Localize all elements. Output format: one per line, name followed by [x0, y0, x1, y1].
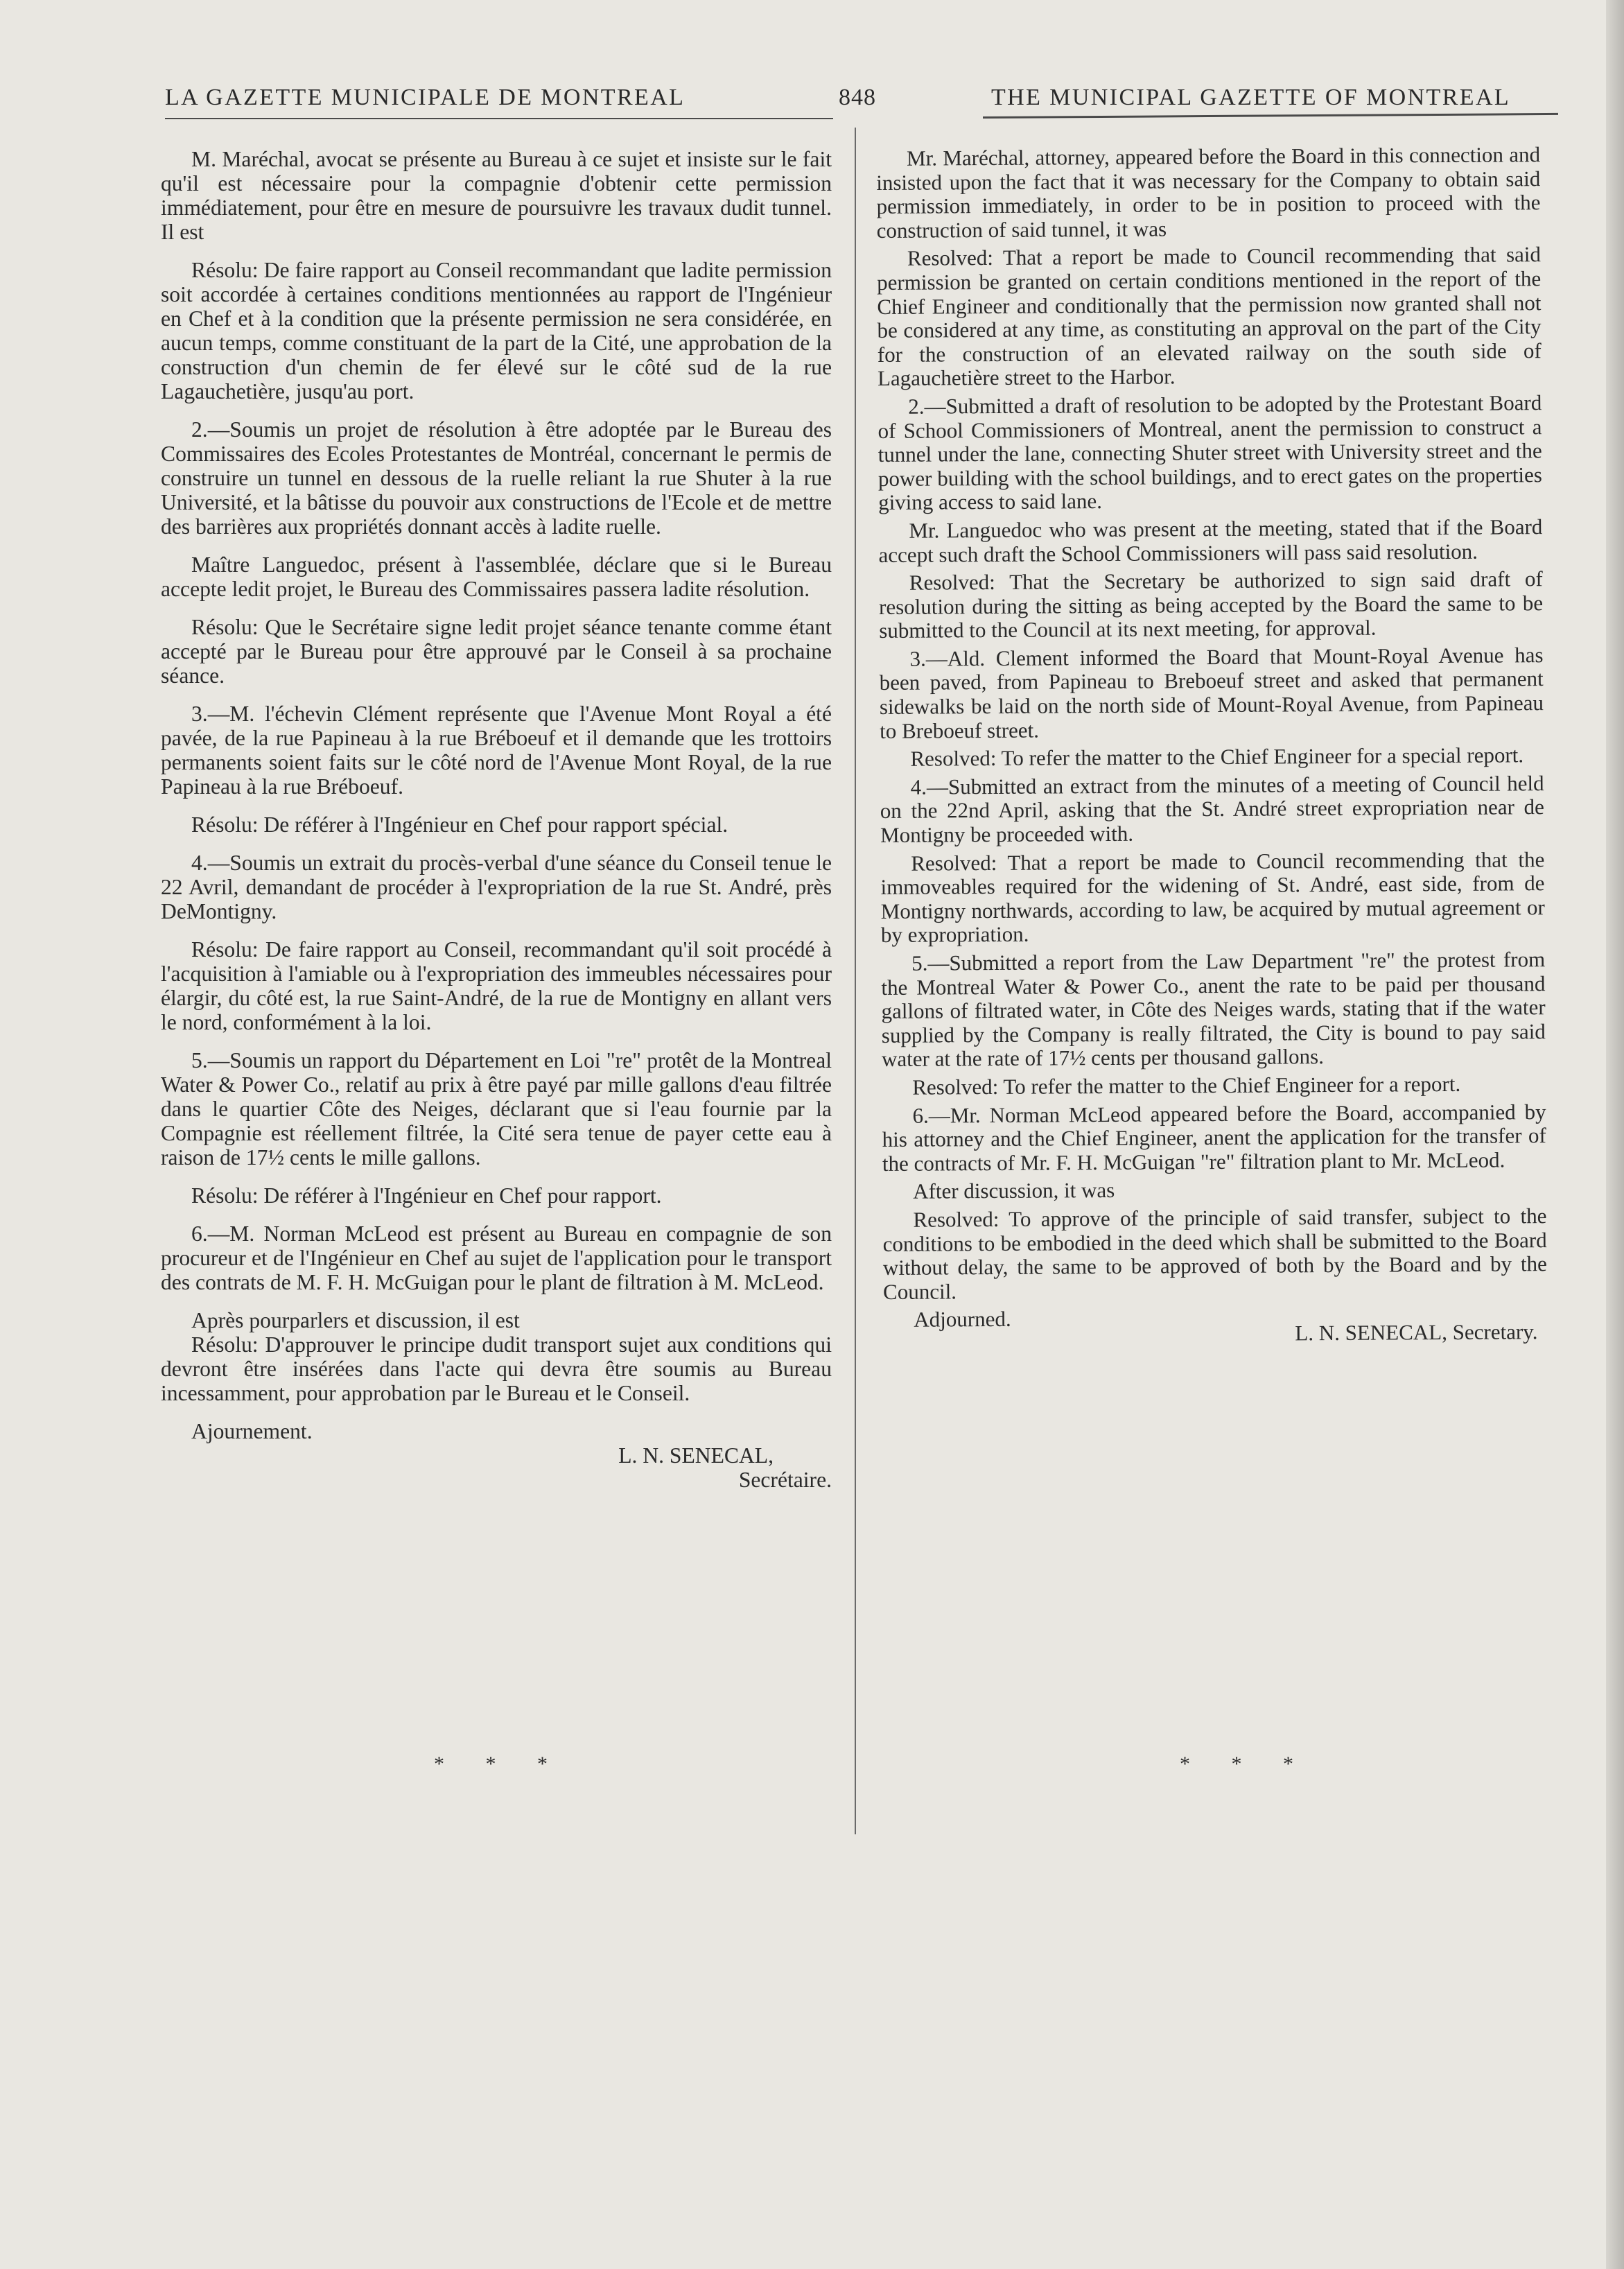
french-column [161, 147, 832, 1492]
en-paragraph: Resolved: To refer the matter to the Chief Engineer for a report. [912, 1071, 1461, 1099]
page-number: 848 [839, 85, 876, 110]
fr-paragraph: M. Maréchal, avocat se présente au Bureau à ce sujet et insiste sur le fait qu'il est nécessaire pour la compagnie d'obtenir cette permission immédiatement, pour être en mesure de poursuivre les travaux dudit tunnel. Il est [161, 147, 832, 244]
en-paragraph: 3.—Ald. Clement informed the Board that Mount-Royal Avenue has been paved, from Papineau to Breboeuf street and asked that permanent sidewalks be laid on the north side of Mount-Royal Avenue, from Papineau to Breboeuf street. [879, 643, 1544, 743]
en-paragraph: Resolved: That the Secretary be authorized to sign said draft of resolution during the sitting as being accepted by the Board the same to be submitted to the Council at its next meeting, for approval. [878, 566, 1544, 643]
en-section-break: * * * [1180, 1753, 1311, 1775]
fr-signature-title: Secrétaire. [738, 1468, 832, 1492]
page-header [165, 82, 1558, 116]
page-edge [1606, 0, 1624, 2269]
en-paragraph: Resolved: To refer the matter to the Chief Engineer for a special report. [910, 742, 1524, 771]
column-divider [855, 128, 856, 1834]
en-paragraph: 5.—Submitted a report from the Law Department "re" the protest from the Montreal Water & Power Co., anent the rate to be paid per thousand gallons of filtrated water, in Côte des Neiges wards, stating that if the water supplied by the Company is really filtrated, the City is bound to pay said water at the rate of 17½ cents per thousand gallons. [881, 947, 1546, 1072]
header-french-title: LA GAZETTE MUNICIPALE DE MONTREAL [165, 85, 686, 110]
fr-paragraph: 6.—M. Norman McLeod est présent au Bureau en compagnie de son procureur et de l'Ingénieur en Chef au sujet de l'application pour le transport des contrats de M. F. H. McGuigan pour le plant de filtration à M. McLeod. [161, 1222, 832, 1294]
fr-paragraph: Après pourparlers et discussion, il est [191, 1308, 520, 1332]
fr-paragraph: Résolu: De référer à l'Ingénieur en Chef pour rapport. [191, 1183, 662, 1208]
fr-paragraph: Résolu: D'approuver le principe dudit transport sujet aux conditions qui devront être insérées dans l'acte qui devra être soumis au Bureau incessamment, pour approbation par le Bureau et le Conseil. [161, 1332, 832, 1405]
en-paragraph: 6.—Mr. Norman McLeod appeared before the Board, accompanied by his attorney and the Chief Engineer, anent the application for the transfer of the contracts of Mr. F. H. McGuigan "re" filtration plant to Mr. McLeod. [882, 1099, 1546, 1176]
fr-signature-name: L. N. SENECAL, [618, 1443, 774, 1468]
fr-paragraph: Résolu: Que le Secrétaire signe ledit projet séance tenante comme étant accepté par le Bureau pour être approuvé par le Conseil à sa prochaine séance. [161, 615, 832, 688]
en-paragraph: Mr. Maréchal, attorney, appeared before the Board in this connection and insisted upon the fact that it was necessary for the Company to obtain said permission immediately, in order to be in position to proceed with the construction of said tunnel, it was [876, 142, 1541, 243]
fr-paragraph: Résolu: De référer à l'Ingénieur en Chef pour rapport spécial. [191, 812, 728, 837]
en-paragraph: 2.—Submitted a draft of resolution to be adopted by the Protestant Board of School Commissioners of Montreal, anent the permission to construct a tunnel under the lane, connecting Shuter street with University street and the power building with the school buildings, and to erect gates on the properties giving access to said lane. [878, 390, 1543, 515]
en-adjournment: Adjourned. [914, 1307, 1011, 1332]
header-rule-left [165, 118, 833, 119]
en-paragraph: Resolved: To approve of the principle of said transfer, subject to the conditions to be embodied in the deed which shall be submitted to the Board without delay, the same to be approved of both by the Board and by the Council. [882, 1203, 1547, 1304]
fr-paragraph: 2.—Soumis un projet de résolution à être adoptée par le Bureau des Commissaires des Ecoles Protestantes de Montréal, concernant le permis de construire un tunnel en dessous de la ruelle reliant la rue Shuter à la rue Université, et la bâtisse du pouvoir aux constructions de l'Ecole et de mettre des barrières aux propriétés donnant accès à ladite ruelle. [161, 417, 832, 539]
en-signature: L. N. SENECAL, Secretary. [1295, 1319, 1538, 1346]
fr-paragraph: Maître Languedoc, présent à l'assemblée, déclare que si le Bureau accepte ledit projet, le Bureau des Commissaires passera ladite résolution. [161, 553, 832, 601]
en-paragraph: After discussion, it was [913, 1178, 1115, 1204]
fr-paragraph: Résolu: De faire rapport au Conseil, recommandant qu'il soit procédé à l'acquisition à l'amiable ou à l'expropriation des immeubles nécessaires pour élargir, du côté est, la rue Saint-André, de la rue de Montigny en allant vers le nord, conformément à la loi. [161, 937, 832, 1034]
fr-signature [161, 1443, 832, 1492]
header-english-title: THE MUNICIPAL GAZETTE OF MONTREAL [991, 85, 1511, 110]
fr-paragraph: 5.—Soumis un rapport du Département en Loi "re" protêt de la Montreal Water & Power Co., relatif au prix à être payé par mille gallons d'eau filtrée dans le quartier Côte des Neiges, déclarant que si l'eau fournie par la Compagnie est réellement filtrée, la Cité sera tenue de payer cette eau à raison de 17½ cents le mille gallons. [161, 1048, 832, 1170]
en-paragraph: Resolved: That a report be made to Council recommending that said permission be granted on certain conditions mentioned in the report of the Chief Engineer and conditionally that the permission now granted shall not be considered at any time, as constituting an approval on the part of the City for the construction of an elevated railway on the south side of Lagauchetière street to the Harbor. [877, 242, 1542, 391]
en-paragraph: Mr. Languedoc who was present at the meeting, stated that if the Board accept such draft the School Commissioners will pass said resolution. [878, 514, 1543, 567]
en-paragraph: Resolved: That a report be made to Council recommending that the immoveables required for the widening of St. André, east side, from de Montigny northwards, according to law, be acquired by mutual agreement or by expropriation. [880, 846, 1545, 948]
fr-paragraph: 3.—M. l'échevin Clément représente que l'Avenue Mont Royal a été pavée, de la rue Papineau à la rue Bréboeuf et il demande que les trottoirs permanents soient faits sur le côté nord de l'Avenue Mont Royal, de la rue Papineau à la rue Bréboeuf. [161, 702, 832, 799]
en-paragraph: 4.—Submitted an extract from the minutes of a meeting of Council held on the 22nd April, asking that the St. André street expropriation near de Montigny be proceeded with. [880, 770, 1544, 848]
fr-paragraph: Résolu: De faire rapport au Conseil recommandant que ladite permission soit accordée à certaines conditions mentionnées au rapport de l'Ingénieur en Chef et à la condition que la présente permission ne sera considérée, en aucun temps, comme constituant de la part de la Cité, une approbation de la construction d'un chemin de fer élevé sur le côté sud de la rue Lagauchetière, jusqu'au port. [161, 258, 832, 403]
english-column [876, 143, 1548, 1352]
fr-adjournment: Ajournement. [191, 1419, 313, 1443]
fr-section-break: * * * [434, 1753, 566, 1775]
fr-paragraph: 4.—Soumis un extrait du procès-verbal d'une séance du Conseil tenue le 22 Avril, demandant de procéder à l'expropriation de la rue St. André, près DeMontigny. [161, 851, 832, 923]
